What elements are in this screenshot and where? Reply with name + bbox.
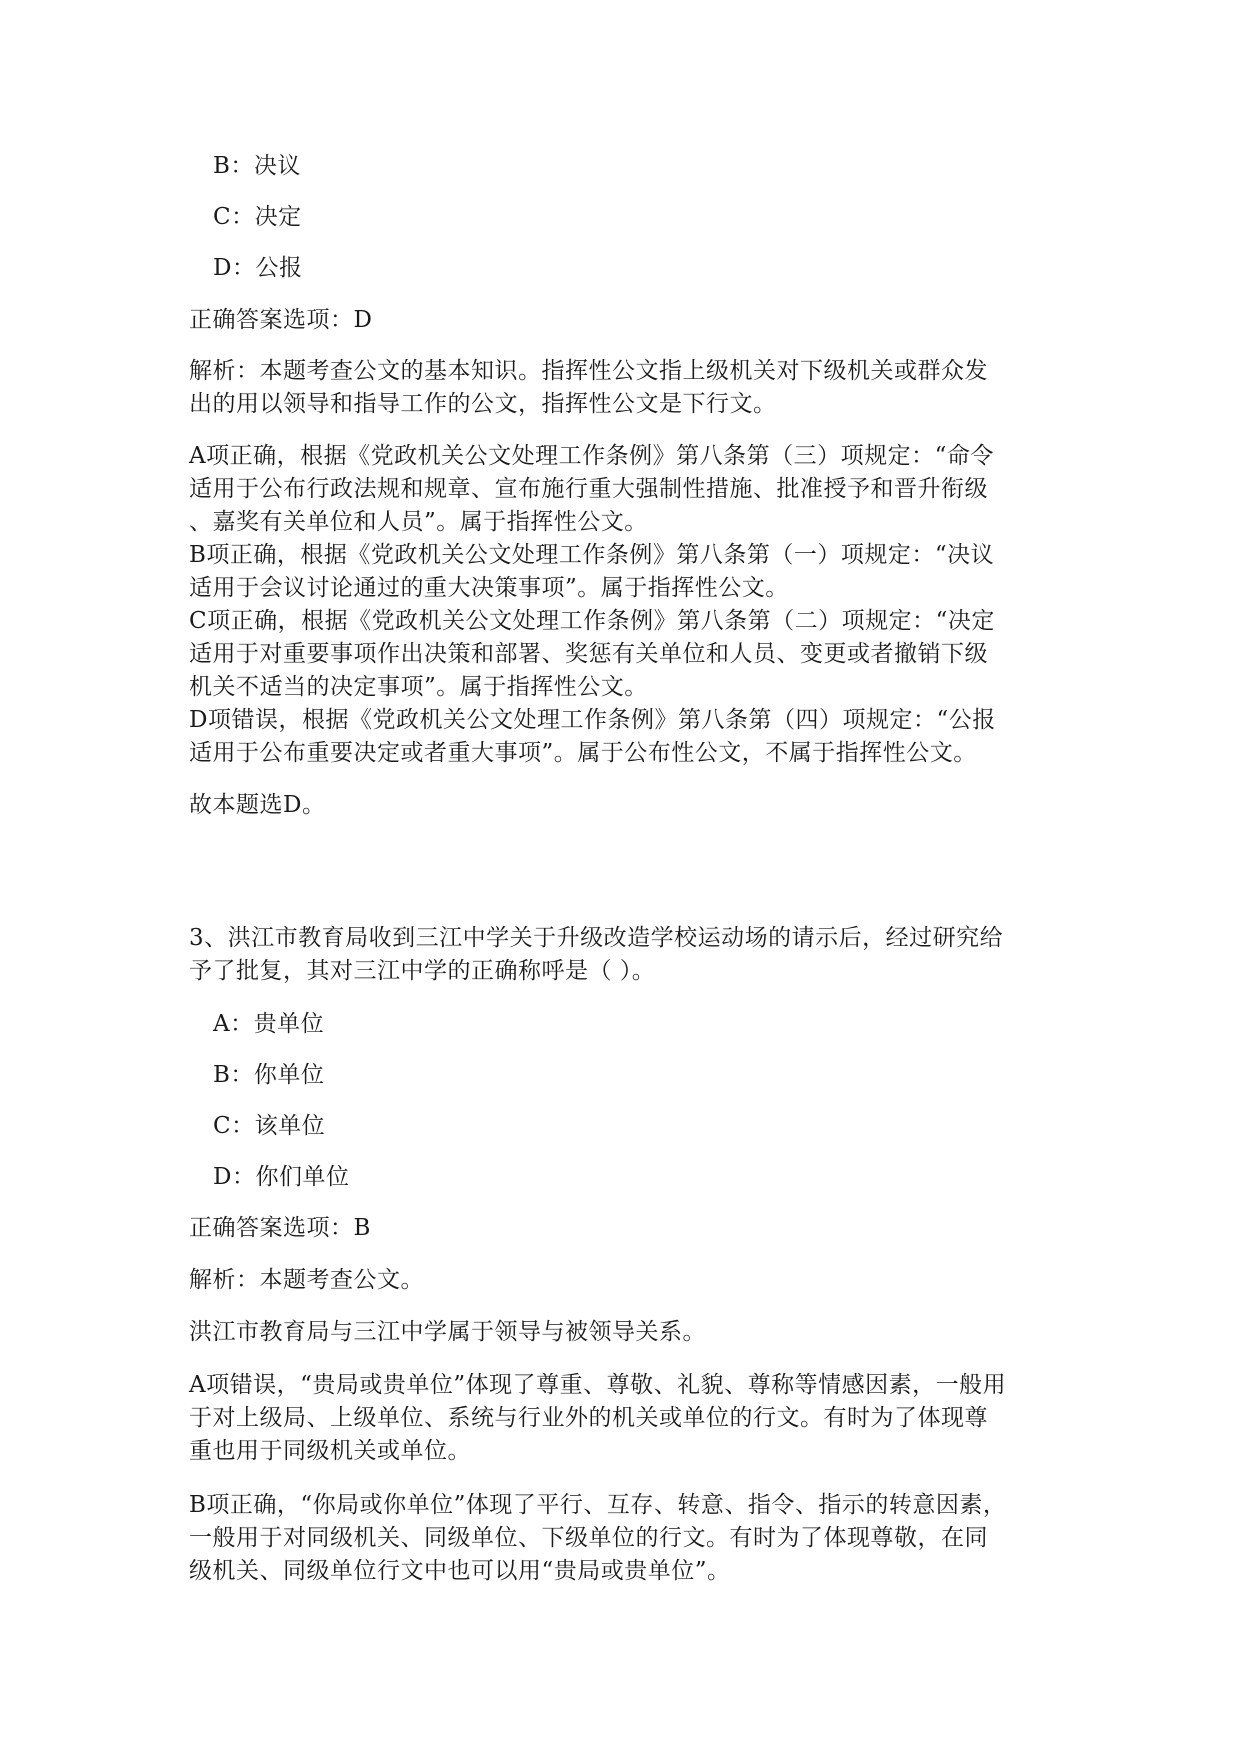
q3-option-b — [213, 1059, 1083, 1092]
option-letter: B： — [213, 153, 254, 179]
q2-option-c — [213, 201, 1083, 234]
q3-option-c — [213, 1110, 1083, 1143]
q2-option-d — [213, 252, 1083, 285]
q2-detail-line: 适用于对重要事项作出决策和部署、奖惩有关单位和人员、变更或者撤销下级 — [189, 641, 988, 667]
q3-detail-a-line: A项错误，“贵局或贵单位”体现了尊重、尊敬、礼貌、尊称等情感因素，一般用 — [189, 1372, 1007, 1398]
option-text: 该单位 — [254, 1113, 326, 1139]
q3-detail-b-line: 一般用于对同级机关、同级单位、下级单位的行文。有时为了体现尊敬，在同 — [189, 1525, 988, 1551]
q3-question-line: 3、洪江市教育局收到三江中学关于升级改造学校运动场的请示后，经过研究给 — [189, 925, 1004, 951]
q2-detail-line: 适用于公布行政法规和规章、宣布施行重大强制性措施、批准授予和晋升衔级 — [189, 476, 988, 502]
option-letter: B： — [213, 1062, 254, 1088]
q2-detail-line: C项正确，根据《党政机关公文处理工作条例》第八条第（二）项规定：“决定 — [189, 608, 995, 634]
q3-detail-a-line: 重也用于同级机关或单位。 — [189, 1438, 471, 1464]
q2-detail-line: A项正确，根据《党政机关公文处理工作条例》第八条第（三）项规定：“命令 — [189, 443, 994, 469]
q2-conclusion: 故本题选D。 — [189, 792, 326, 818]
q3-relation: 洪江市教育局与三江中学属于领导与被领导关系。 — [189, 1319, 706, 1345]
q2-analysis-line: 解析：本题考查公文的基本知识。指挥性公文指上级机关对下级机关或群众发 — [189, 358, 988, 384]
option-text: 贵单位 — [253, 1011, 325, 1037]
option-letter: C： — [213, 204, 255, 230]
q3-analysis: 解析：本题考查公文。 — [189, 1267, 424, 1293]
option-text: 公报 — [255, 255, 303, 281]
q2-detail-line: 适用于公布重要决定或者重大事项”。属于公布性公文，不属于指挥性公文。 — [189, 740, 977, 766]
q2-detail-line: 、嘉奖有关单位和人员”。属于指挥性公文。 — [189, 509, 648, 535]
q3-question-line: 予了批复，其对三江中学的正确称呼是（ ）。 — [189, 958, 656, 984]
q3-detail-b-line: 级机关、同级单位行文中也可以用“贵局或贵单位”。 — [189, 1558, 731, 1584]
q2-detail-line: 适用于会议讨论通过的重大决策事项”。属于指挥性公文。 — [189, 575, 789, 601]
q3-detail-b-line: B项正确，“你局或你单位”体现了平行、互存、转意、指令、指示的转意因素， — [189, 1492, 1007, 1518]
q2-detail-line: B项正确，根据《党政机关公文处理工作条例》第八条第（一）项规定：“决议 — [189, 542, 995, 568]
q3-option-d — [213, 1161, 1083, 1194]
q3-detail-a-line: 于对上级局、上级单位、系统与行业外的机关或单位的行文。有时为了体现尊 — [189, 1405, 988, 1431]
option-text: 决议 — [253, 153, 301, 179]
option-text: 决定 — [254, 204, 302, 230]
option-letter: D： — [213, 255, 256, 281]
q2-detail-line: D项错误，根据《党政机关公文处理工作条例》第八条第（四）项规定：“公报 — [189, 707, 996, 733]
q2-answer: 正确答案选项：D — [189, 307, 373, 333]
option-letter: A： — [213, 1011, 254, 1037]
q3-answer: 正确答案选项：B — [189, 1215, 371, 1241]
q3-option-a — [213, 1008, 1083, 1041]
q2-analysis-line: 出的用以领导和指导工作的公文，指挥性公文是下行文。 — [189, 391, 777, 417]
q2-option-b — [213, 150, 1083, 183]
option-letter: D： — [213, 1164, 256, 1190]
option-text: 你们单位 — [255, 1164, 350, 1190]
option-text: 你单位 — [253, 1062, 325, 1088]
option-letter: C： — [213, 1113, 255, 1139]
q2-detail-line: 机关不适当的决定事项”。属于指挥性公文。 — [189, 674, 648, 700]
